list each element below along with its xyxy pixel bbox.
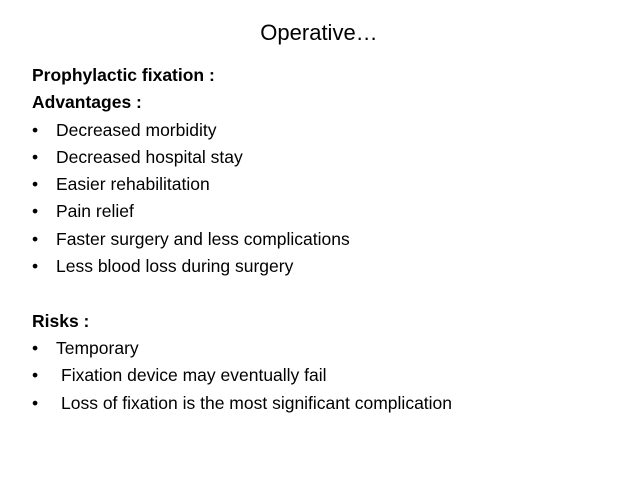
advantage-item bbox=[32, 198, 622, 225]
advantage-item-text: Decreased morbidity bbox=[56, 119, 217, 140]
advantage-item bbox=[32, 226, 622, 253]
slide-body bbox=[32, 62, 622, 417]
risk-item bbox=[32, 362, 622, 389]
bullet-icon: • bbox=[32, 256, 39, 277]
bullet-icon: • bbox=[32, 337, 39, 358]
bullet-icon: • bbox=[32, 201, 39, 222]
advantage-item-text: Faster surgery and less complications bbox=[56, 228, 350, 249]
bullet-icon: • bbox=[32, 146, 39, 167]
advantage-item-text: Decreased hospital stay bbox=[56, 146, 243, 167]
risk-item bbox=[32, 335, 622, 362]
slide-title: Operative… bbox=[260, 20, 378, 45]
advantage-item-text: Pain relief bbox=[56, 201, 134, 222]
advantage-item-text: Easier rehabilitation bbox=[56, 174, 210, 195]
section-heading-prophylactic-fixation: Prophylactic fixation : bbox=[32, 65, 215, 85]
risk-item-text: Loss of fixation is the most significant complication bbox=[61, 392, 453, 413]
bullet-icon: • bbox=[32, 119, 39, 140]
advantage-item bbox=[32, 144, 622, 171]
advantage-item bbox=[32, 171, 622, 198]
section-heading-risks: Risks : bbox=[32, 310, 90, 331]
bullet-icon: • bbox=[32, 365, 39, 386]
spacer bbox=[32, 280, 622, 307]
risk-item-text: Fixation device may eventually fail bbox=[61, 365, 327, 386]
bullet-icon: • bbox=[32, 174, 39, 195]
advantage-item bbox=[32, 117, 622, 144]
bullet-icon: • bbox=[32, 392, 39, 413]
bullet-icon: • bbox=[32, 228, 39, 249]
risk-item bbox=[32, 390, 622, 417]
section-heading-advantages: Advantages : bbox=[32, 92, 142, 113]
risk-item-text: Temporary bbox=[56, 337, 139, 358]
advantage-item-text: Less blood loss during surgery bbox=[56, 256, 294, 277]
advantage-item bbox=[32, 253, 622, 280]
